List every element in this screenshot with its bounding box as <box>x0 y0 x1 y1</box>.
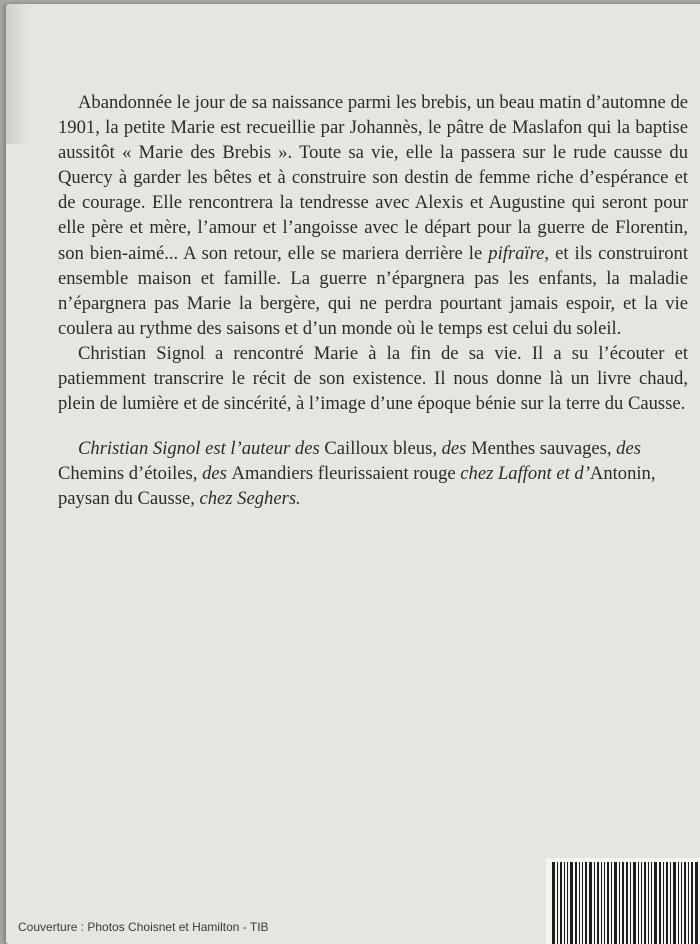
barcode-bar <box>582 862 583 944</box>
barcode <box>546 858 700 944</box>
blurb-paragraph-2: Christian Signol a rencontré Marie à la fin de sa vie. Il a su l’écouter et patiemment transcrire le récit de son existence. Il nous donne là un livre chaud, plein de lumière et de sincérité, à l’image d’une époque bénie sur la terre du Causse. <box>58 342 688 415</box>
barcode-bar <box>638 862 639 944</box>
blurb-paragraph-1 <box>58 90 688 341</box>
barcode-bar <box>611 862 612 944</box>
barcode-bar <box>663 862 664 944</box>
barcode-bar <box>659 862 661 944</box>
barcode-bar <box>567 862 568 944</box>
blurb-paragraph-1-part-b: , et ils construiront ensemble maison et famille. La guerre n’épargnera pas les enfants, la maladie n’épargnera pas Marie la bergère, qui ne perdra pourtant jamais espoir, et la vie coulera au rythme des saisons et d’un monde où le temps est celui du soleil. <box>58 242 688 339</box>
author-credits <box>58 436 688 511</box>
barcode-bar <box>589 862 592 944</box>
cover-photo-credit: Couverture : Photos Choisnet et Hamilton - TIB <box>18 920 269 934</box>
barcode-bar <box>585 862 587 944</box>
blurb-paragraph-1-part-a: Abandonnée le jour de sa naissance parmi les brebis, un beau matin d’automne de 1901, la petite Marie est recueillie par Johannès, le pâtre de Maslafon qui la baptise aussitôt « Marie des Brebis ». Toute sa vie, elle la passera sur le rude causse du Quercy à garder les bêtes et à construire son destin de femme riche d’espérance et de courage. Elle rencontrera la tendresse avec Alexis et Augustine qui seront pour elle père et mère, l’amour et l’angoisse avec le départ pour la guerre de Florentin, son bien-aimé... A son retour, elle se mariera derrière le <box>58 92 688 264</box>
barcode-bar <box>633 862 636 944</box>
barcode-bar <box>644 862 646 944</box>
barcode-bar <box>670 862 671 944</box>
blurb-text <box>58 90 688 512</box>
barcode-bar <box>641 862 642 944</box>
book-back-cover <box>6 4 700 944</box>
barcode-bar <box>681 862 682 944</box>
credit-text: Christian Signol est l’auteur des <box>78 438 325 460</box>
barcode-bar <box>604 862 605 944</box>
barcode-bar <box>619 862 620 944</box>
barcode-bar <box>648 862 649 944</box>
barcode-bar <box>575 862 577 944</box>
barcode-bar <box>688 862 689 944</box>
credit-title: Amandiers fleurissaient rouge <box>231 463 456 485</box>
barcode-bar <box>601 862 602 944</box>
barcode-bar <box>560 862 562 944</box>
barcode-bar <box>594 862 595 944</box>
barcode-bar <box>684 862 686 944</box>
barcode-bar <box>651 862 652 944</box>
credit-title: Chemins d’étoiles <box>58 463 193 485</box>
credit-text: , des <box>192 463 232 485</box>
barcode-bar <box>614 862 617 944</box>
blurb-italic-word: pifraïre <box>488 242 545 264</box>
barcode-bar <box>673 862 676 944</box>
credit-title: Menthes sauvages <box>471 438 607 460</box>
barcode-bar <box>607 862 609 944</box>
page-shadow <box>6 4 28 144</box>
barcode-bar <box>630 862 631 944</box>
credit-title: Cailloux bleus <box>324 438 433 460</box>
barcode-bar <box>570 862 573 944</box>
barcode-bar <box>597 862 599 944</box>
barcode-bar <box>678 862 679 944</box>
barcode-bar <box>579 862 580 944</box>
barcode-bar <box>564 862 565 944</box>
credit-text: , des <box>432 438 472 460</box>
barcode-bar <box>626 862 628 944</box>
credit-text: , des <box>606 438 641 460</box>
credit-text: chez Laffont et d’ <box>455 463 590 485</box>
credit-title: Antonin, paysan du Causse <box>58 463 656 510</box>
barcode-bar <box>622 862 624 944</box>
barcode-bar <box>654 862 657 944</box>
barcode-bar <box>557 862 558 944</box>
credit-text: , chez Seghers. <box>190 488 301 510</box>
barcode-bar <box>691 862 693 944</box>
barcode-bar <box>666 862 668 944</box>
barcode-bar <box>552 862 555 944</box>
barcode-bar <box>695 862 698 944</box>
